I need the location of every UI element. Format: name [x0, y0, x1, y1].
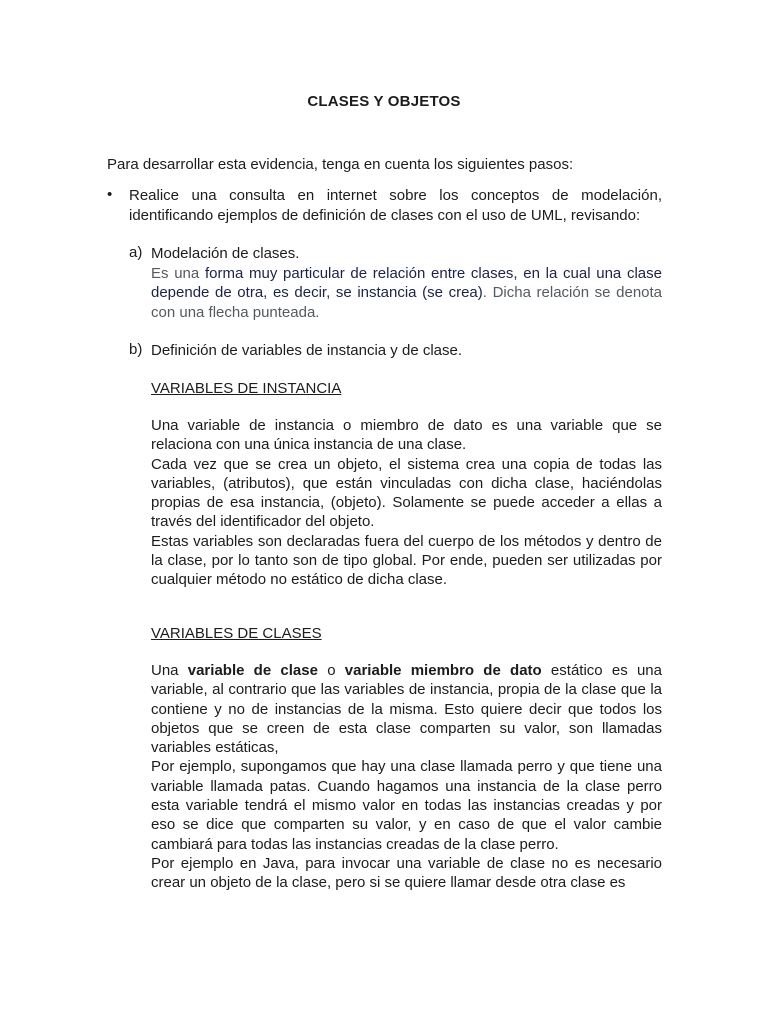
- item-a-heading: Modelación de clases.: [151, 245, 300, 262]
- text-span: o: [317, 662, 345, 679]
- text-span: Una: [151, 662, 188, 679]
- paragraph-instancia-1: Una variable de instancia o miembro de dato es una variable que se relaciona con una única instancia de una clase.: [151, 417, 662, 454]
- intro-text: Para desarrollar esta evidencia, tenga en cuenta los siguientes pasos:: [107, 156, 574, 173]
- section-variables-clases: [151, 625, 662, 893]
- paragraph-clases-1: [151, 661, 662, 757]
- item-a-body: [151, 264, 662, 323]
- section-variables-instancia: [151, 380, 662, 590]
- list-item-a: [129, 244, 662, 322]
- paragraph-instancia-2: Cada vez que se crea un objeto, el sistema crea una copia de todas las variables, (atributos), que están vinculadas con dicha clase, haciéndolas propias de esa instancia, (objeto). Solamente se puede acceder a ellas a través del identificador del objeto.: [151, 455, 662, 531]
- item-b-heading: Definición de variables de instancia y de clase.: [151, 342, 463, 359]
- bold-term-variable-miembro: variable miembro de dato: [344, 662, 542, 679]
- list-marker-b: b): [129, 341, 143, 358]
- item-a-text-1: Es una: [151, 264, 205, 282]
- list-marker-a: a): [129, 244, 143, 261]
- page-title: CLASES Y OBJETOS: [307, 93, 461, 110]
- bullet-icon: •: [107, 186, 113, 203]
- bold-term-variable-de-clase: variable de clase: [187, 662, 318, 679]
- text-span: estático es una variable, al contrario que las variables de instancia, propia de la clase que la contiene y no de instancias de la misma. Esto quiere decir que todos los objetos que se creen de esta clase comparten su valor, son llamadas variables estáticas,: [151, 662, 662, 757]
- item-a-text-2: forma muy particular de relación entre clases, en la cual una clase depende de otra, es decir, se instancia (se crea): [151, 264, 662, 301]
- section-heading-clases: VARIABLES DE CLASES: [151, 625, 322, 642]
- bullet-text: Realice una consulta en internet sobre los conceptos de modelación, identificando ejemplos de definición de clases con el uso de UML, revisando:: [129, 187, 662, 224]
- section-heading-instancia: VARIABLES DE INSTANCIA: [151, 380, 342, 397]
- paragraph-clases-3: Por ejemplo en Java, para invocar una variable de clase no es necesario crear un objeto de la clase, pero si se quiere llamar desde otra clase es: [151, 854, 662, 892]
- item-a-text-3: . Dicha relación se denota con una flecha punteada.: [151, 284, 663, 321]
- bullet-item: [107, 186, 662, 225]
- paragraph-instancia-3: Estas variables son declaradas fuera del cuerpo de los métodos y dentro de la clase, por lo tanto son de tipo global. Por ende, pueden ser utilizadas por cualquier método no estático de dicha clase.: [151, 532, 662, 589]
- list-item-b: [129, 341, 662, 361]
- paragraph-clases-2: Por ejemplo, supongamos que hay una clase llamada perro y que tiene una variable llamada patas. Cuando hagamos una instancia de la clase perro esta variable tendrá el mismo valor en todas las instancias creadas y por eso se dice que comparten su valor, y en caso de que el valor cambie cambiará para todas las instancias creadas de la clase perro.: [151, 758, 662, 853]
